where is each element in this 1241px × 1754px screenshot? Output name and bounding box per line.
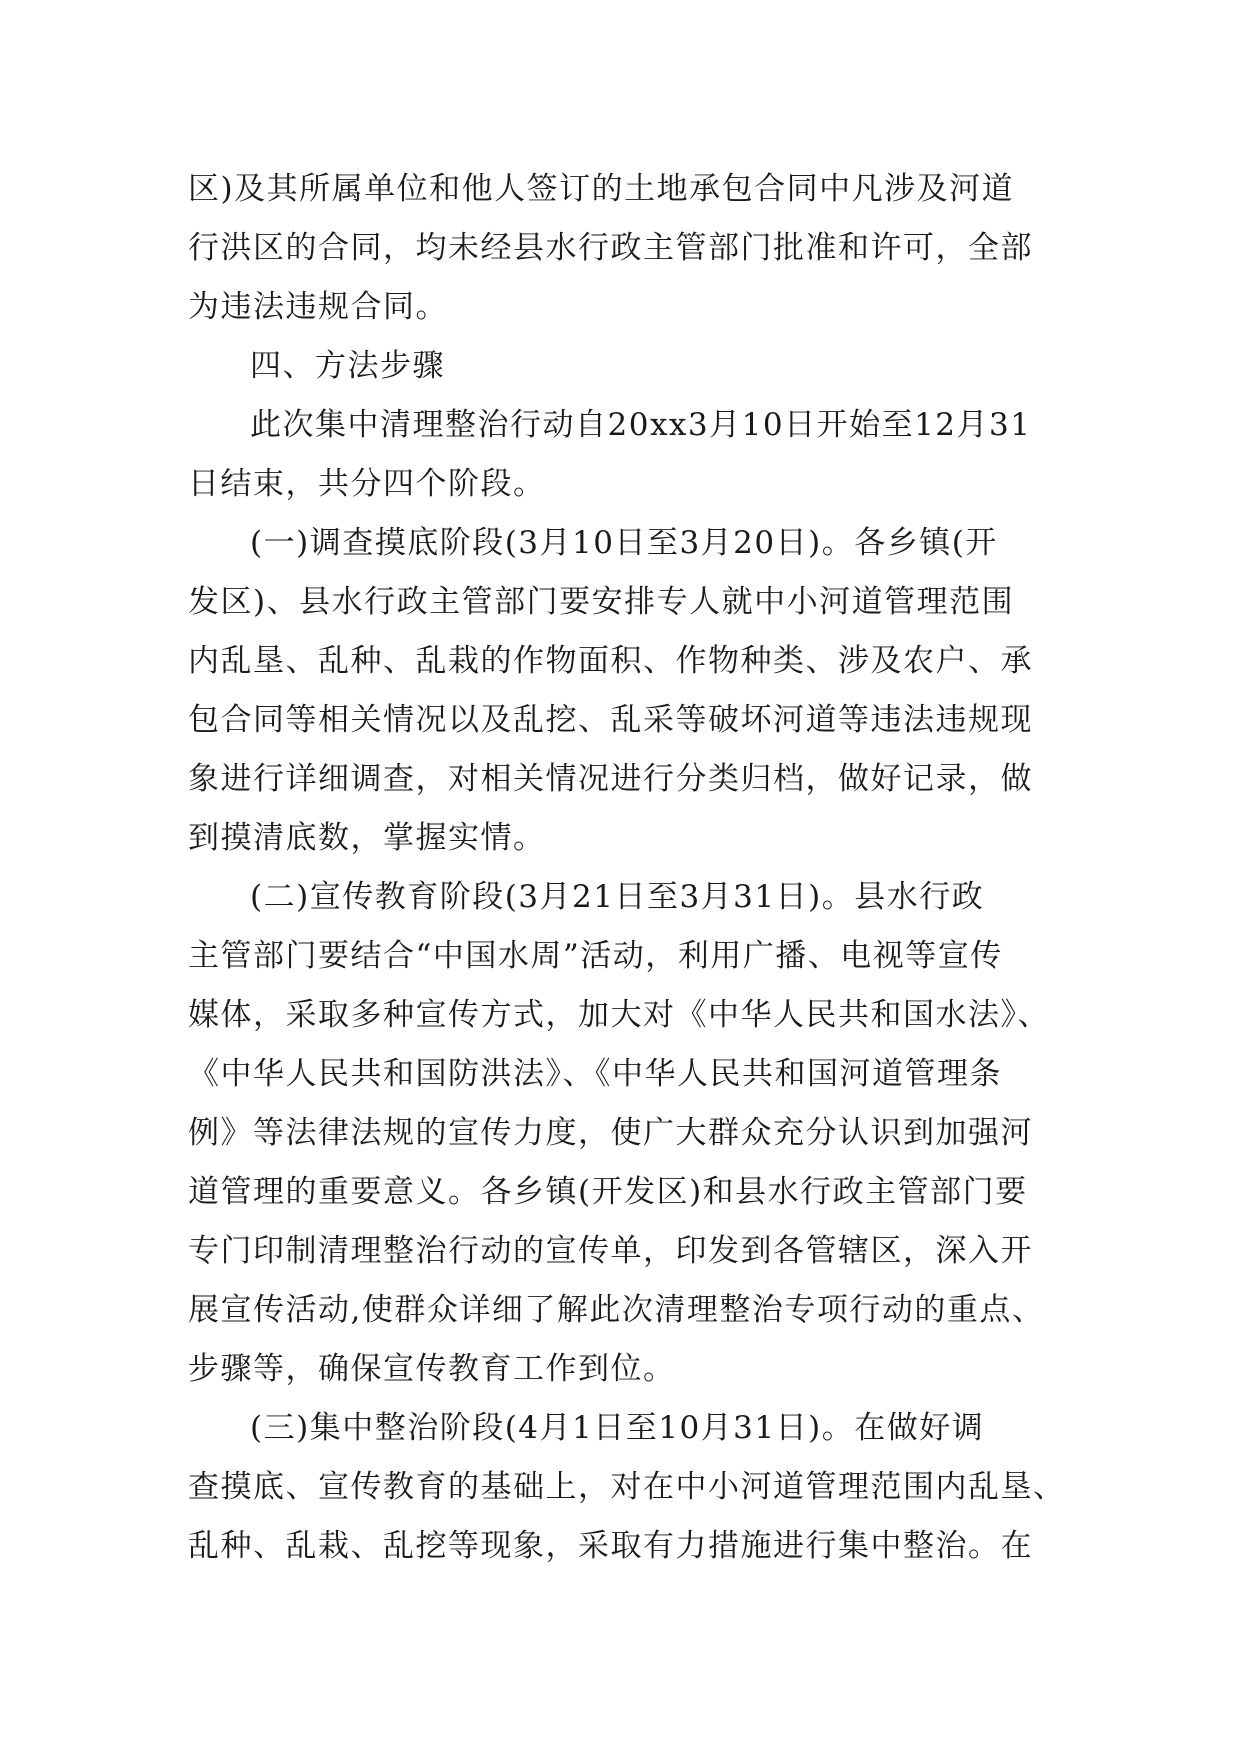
text-line: 四、方法步骤 — [250, 348, 445, 384]
text-line: 内乱垦、乱种、乱栽的作物面积、作物种类、涉及农户、承 — [188, 643, 1033, 679]
text-line: 区)及其所属单位和他人签订的土地承包合同中凡涉及河道 — [188, 171, 1015, 207]
text-line: 包合同等相关情况以及乱挖、乱采等破坏河道等违法违规现 — [188, 702, 1033, 738]
text-line: 《中华人民共和国防洪法》、《中华人民共和国河道管理条 — [188, 1056, 1002, 1092]
text-line: 发区)、县水行政主管部门要安排专人就中小河道管理范围 — [188, 584, 1015, 620]
text-line: 展宣传活动,使群众详细了解此次清理整治专项行动的重点、 — [188, 1292, 1045, 1328]
text-line: 日结束，共分四个阶段。 — [188, 466, 546, 502]
text-line: 到摸清底数，掌握实情。 — [188, 820, 546, 856]
text-line: 道管理的重要意义。各乡镇(开发区)和县水行政主管部门要 — [188, 1174, 1028, 1210]
text-line: 主管部门要结合“中国水周”活动，利用广播、电视等宣传 — [188, 938, 1003, 974]
document-body — [188, 160, 1068, 1576]
text-line: 乱种、乱栽、乱挖等现象，采取有力措施进行集中整治。在 — [188, 1528, 1033, 1564]
text-line: (三)集中整治阶段(4月1日至10月31日)。在做好调 — [250, 1410, 985, 1446]
text-line: 步骤等，确保宣传教育工作到位。 — [188, 1351, 676, 1387]
text-line: (一)调查摸底阶段(3月10日至3月20日)。各乡镇(开 — [250, 525, 998, 561]
text-line: 查摸底、宣传教育的基础上，对在中小河道管理范围内乱垦、 — [188, 1469, 1066, 1505]
text-line: (二)宣传教育阶段(3月21日至3月31日)。县水行政 — [250, 879, 985, 915]
text-line: 为违法违规合同。 — [188, 289, 448, 325]
text-line: 此次集中清理整治行动自20xx3月10日开始至12月31 — [250, 407, 1032, 443]
text-line: 象进行详细调查，对相关情况进行分类归档，做好记录，做 — [188, 761, 1033, 797]
text-line: 专门印制清理整治行动的宣传单，印发到各管辖区，深入开 — [188, 1233, 1033, 1269]
text-line: 媒体，采取多种宣传方式，加大对《中华人民共和国水法》、 — [188, 997, 1050, 1033]
text-line: 行洪区的合同，均未经县水行政主管部门批准和许可，全部 — [188, 230, 1033, 266]
text-line: 例》等法律法规的宣传力度，使广大群众充分认识到加强河 — [188, 1115, 1033, 1151]
